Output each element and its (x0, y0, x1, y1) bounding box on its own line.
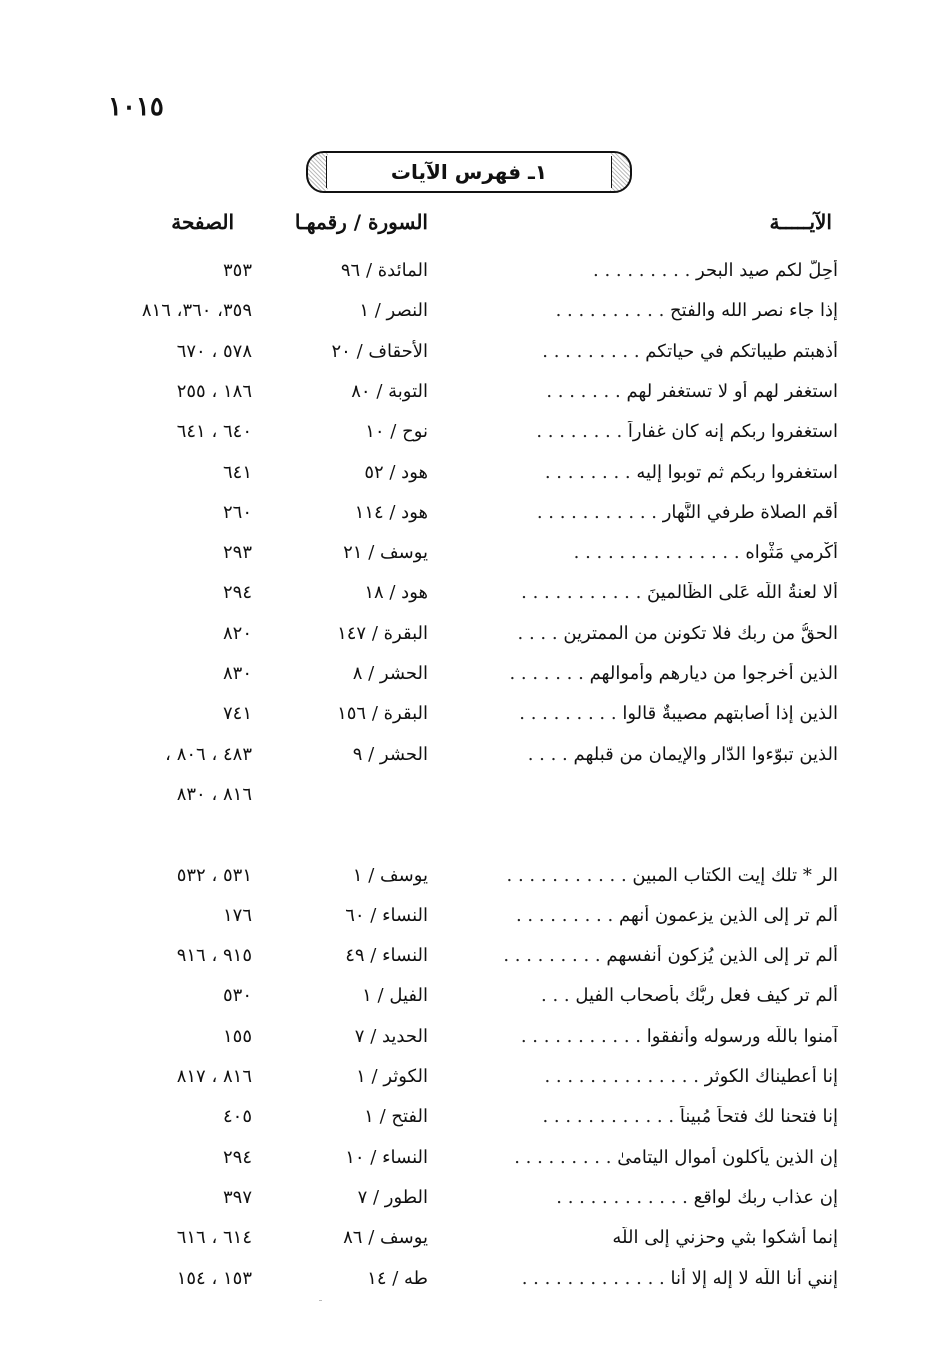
verse-label: إن الذين يأكلون أموال اليتامىٰ (617, 1146, 838, 1168)
surah-ref: النصر / ١ (359, 300, 428, 322)
leader-dots: . . . . . . . . . . (555, 300, 665, 322)
surah-ref: هود / ٥٢ (364, 461, 428, 483)
index-row (0, 576, 940, 616)
page-refs: ٦٤٠ ، ٦٤١ (176, 421, 252, 443)
verse-text (486, 1106, 838, 1127)
verse-label: إنما أشكوا بثي وحزني إلى اللّه (612, 1227, 838, 1249)
verse-text (486, 542, 838, 563)
leader-dots: . . . . . . . . (544, 461, 631, 483)
leader-dots: . . . . . . . . . (542, 340, 640, 362)
verse-text (486, 1187, 838, 1208)
surah-ref: النساء / ٤٩ (345, 945, 428, 967)
index-row (0, 1020, 940, 1060)
surah-ref: يوسف / ٢١ (343, 542, 428, 564)
verse-label: أذهبتم طيباتكم في حياتكم (645, 340, 838, 362)
verse-text (486, 1147, 838, 1168)
page-refs: ٦٤١ (222, 461, 252, 483)
leader-dots: . . . . . . . . . (503, 945, 601, 967)
index-row (0, 536, 940, 576)
index-row (0, 254, 940, 294)
verse-label: إذا جاء نصر الله والفتح (670, 300, 838, 322)
leader-dots: . . . . . . . . . . . (520, 1025, 642, 1047)
page-refs: ٣٥٩، ٣٦٠، ٨١٦ (141, 300, 252, 322)
page-refs: ٦١٤ ، ٦١٦ (176, 1227, 252, 1249)
section-title-frame (306, 151, 632, 193)
verse-text (486, 905, 838, 926)
leader-dots: . . . . . . . . . (514, 1146, 612, 1168)
leader-dots: . . . . . . . . . . . . . (521, 1267, 665, 1289)
leader-dots: . . . . . . . . . . . . (556, 1186, 688, 1208)
verse-text (486, 1268, 838, 1289)
leader-dots: . . . . . . . . . . . (506, 864, 627, 886)
verse-label: أُحِلَّ لكم صيد البحر (696, 260, 838, 281)
verse-label: الر * تلك إيت الكتاب المبين (632, 864, 838, 886)
index-row (0, 335, 940, 375)
verse-label: استغفروا ربكم ثم توبوا إليه (636, 461, 838, 483)
page-number: ١٠١٥ (108, 92, 164, 122)
page-refs: ٢٩٣ (222, 542, 252, 564)
page-refs: ٥٣٠ (222, 985, 252, 1007)
verse-label: ألا لعنةُ اللّه عَلى الظّالمينَ (647, 582, 838, 604)
page-refs: ٢٦٠ (222, 501, 252, 523)
verse-text (486, 260, 838, 281)
verse-label: أَكْرِمي مَثْواه (745, 542, 838, 564)
page-refs: ١٥٥ (222, 1025, 252, 1047)
surah-ref: الطور / ٧ (357, 1186, 428, 1208)
page-refs: ٤٠٥ (222, 1106, 252, 1128)
verse-text (486, 1026, 838, 1047)
surah-ref: نوح / ١٠ (365, 421, 428, 443)
verse-text (486, 502, 838, 523)
index-row (0, 1141, 940, 1181)
surah-ref: الأحقاف / ٢٠ (331, 340, 428, 362)
verse-label: ألم تر كيف فعل ربُّك بأصحاب الفيل (575, 985, 838, 1007)
surah-ref: يوسف / ٨٦ (343, 1227, 428, 1249)
leader-dots: . . . . . . . . . . . (521, 582, 642, 604)
verse-text (486, 300, 838, 321)
page-refs: ٣٥٣ (222, 260, 252, 281)
verse-label: ألم تر إلى الذين يزعمون أنهم (618, 904, 838, 926)
verse-label: أقم الصلاة طرفي النَّهار (662, 501, 838, 523)
verse-text (486, 462, 838, 483)
surah-ref: الحديد / ٧ (354, 1025, 428, 1047)
surah-ref: البقرة / ١٤٧ (337, 622, 428, 644)
surah-ref: البقرة / ١٥٦ (337, 703, 428, 725)
index-row (0, 1100, 940, 1140)
verse-text (486, 663, 838, 684)
verse-text (486, 341, 838, 362)
index-row (0, 375, 940, 415)
page-refs: ٨٣٠ (222, 663, 252, 684)
print-speck (319, 1300, 322, 1301)
surah-ref: التوبة / ٨٠ (351, 380, 428, 402)
verse-label: الذين تبوّءوا الدّار والإيمان من قبلهم (573, 743, 838, 765)
verse-label: استغفر لهم أو لا تستغفر لهم (626, 380, 838, 402)
surah-ref: هود / ١٨ (364, 582, 428, 604)
page-refs: ٥٧٨ ، ٦٧٠ (176, 340, 252, 362)
surah-ref: يوسف / ١ (352, 864, 428, 886)
index-row (0, 939, 940, 979)
verse-label: إنا فتحنا لك فتحاً مُبيناً (679, 1106, 838, 1128)
leader-dots: . . . . . . . (509, 663, 584, 684)
surah-ref: طه / ١٤ (367, 1267, 428, 1289)
verse-text (486, 865, 838, 886)
index-row (0, 1221, 940, 1261)
header-verse: الآيـــــة (769, 210, 832, 234)
surah-ref: النساء / ١٠ (345, 1146, 428, 1168)
surah-ref: الحشر / ٩ (352, 743, 428, 765)
index-row (0, 617, 940, 657)
index-row (0, 899, 940, 939)
leader-dots: . . . . . . . . . (519, 703, 617, 725)
leader-dots: . . . . . . . (546, 380, 621, 402)
verse-label: ألم تر إلى الذين يُزكون أنفسهم (606, 945, 838, 967)
leader-dots: . . . . . . . . . . . . (542, 1106, 675, 1128)
page-refs: ١٥٣ ، ١٥٤ (176, 1267, 252, 1289)
leader-dots: . . . . . . . . . (515, 904, 614, 926)
index-row (0, 738, 940, 778)
surah-ref: النساء / ٦٠ (345, 904, 428, 926)
leader-dots: . . . . . . . . . (593, 260, 691, 281)
index-row (0, 697, 940, 737)
surah-ref: الحشر / ٨ (352, 663, 428, 684)
leader-dots: . . . . . . . . (536, 421, 623, 443)
leader-dots: . . . . . . . . . . . . . . (544, 1066, 699, 1087)
verse-text (486, 1066, 838, 1087)
leader-dots: . . . . . . . . . . . (536, 501, 657, 523)
index-row (0, 1181, 940, 1221)
index-row (0, 415, 940, 455)
leader-dots: . . . . (527, 743, 568, 765)
verse-label: استغفروا ربكم إنه كان غفاراً (627, 421, 838, 443)
index-row (0, 456, 940, 496)
index-row (0, 496, 940, 536)
verse-label: إنني أنا اللّه لا إله إلا أنا (670, 1267, 838, 1289)
leader-dots: . . . . . . . . . . . . . . . (573, 542, 740, 564)
verse-label: آمنوا باللّه ورسوله وأنفقوا (646, 1025, 838, 1047)
verse-text (486, 1227, 838, 1248)
verse-text (486, 381, 838, 402)
surah-ref: المائدة / ٩٦ (340, 260, 428, 281)
index-row (0, 294, 940, 334)
leader-dots: . . . . (517, 622, 558, 644)
surah-ref: الفيل / ١ (362, 985, 428, 1007)
verse-text (486, 703, 838, 724)
verse-label: الذين إذا أصابتهم مصيبةٌ قالوا (622, 703, 838, 725)
page-refs: ٨١٦ ، ٨٣٠ (176, 783, 252, 805)
verse-label: إنا أعطيناك الكوثر (704, 1066, 838, 1087)
index-row (0, 979, 940, 1019)
index-row (0, 859, 940, 899)
verse-label: الحقُّ من ربك فلا تكونن من الممترين (563, 622, 838, 644)
leader-dots: . . . (541, 985, 570, 1007)
verse-text (486, 582, 838, 603)
page-refs: ١٧٦ (222, 904, 252, 926)
index-row (0, 778, 940, 818)
section-title: ١ـ فهرس الآيات (390, 160, 548, 184)
verse-text (486, 985, 838, 1006)
index-row (0, 657, 940, 697)
page-refs: ٢٩٤ (222, 582, 252, 604)
verse-label: إن عذاب ربك لواقع (693, 1186, 838, 1208)
verse-text (486, 623, 838, 644)
page-refs: ٩١٥ ، ٩١٦ (176, 945, 252, 967)
surah-ref: الكوثر / ١ (356, 1066, 428, 1087)
verse-label: الذين أخرجوا من ديارهم وأموالهم (589, 663, 838, 684)
index-row (0, 1060, 940, 1100)
header-page: الصفحة (171, 210, 234, 234)
page-refs: ٤٨٣ ، ٨٠٦ ، (165, 743, 252, 765)
page-refs: ٢٩٤ (222, 1146, 252, 1168)
header-surah: السورة / رقمهـا (294, 210, 428, 234)
verse-text (486, 945, 838, 966)
verse-text (486, 421, 838, 442)
surah-ref: هود / ١١٤ (354, 501, 428, 523)
page-refs: ٣٩٧ (222, 1186, 252, 1208)
page-refs: ٥٣١ ، ٥٣٢ (176, 864, 252, 886)
page-refs: ٧٤١ (222, 703, 252, 725)
verse-text (486, 744, 838, 765)
page-refs: ١٨٦ ، ٢٥٥ (176, 380, 252, 402)
index-row (0, 1262, 940, 1302)
surah-ref: الفتح / ١ (364, 1106, 428, 1128)
page-refs: ٨٢٠ (222, 622, 252, 644)
page-refs: ٨١٦ ، ٨١٧ (176, 1066, 252, 1087)
index-row (0, 818, 940, 858)
